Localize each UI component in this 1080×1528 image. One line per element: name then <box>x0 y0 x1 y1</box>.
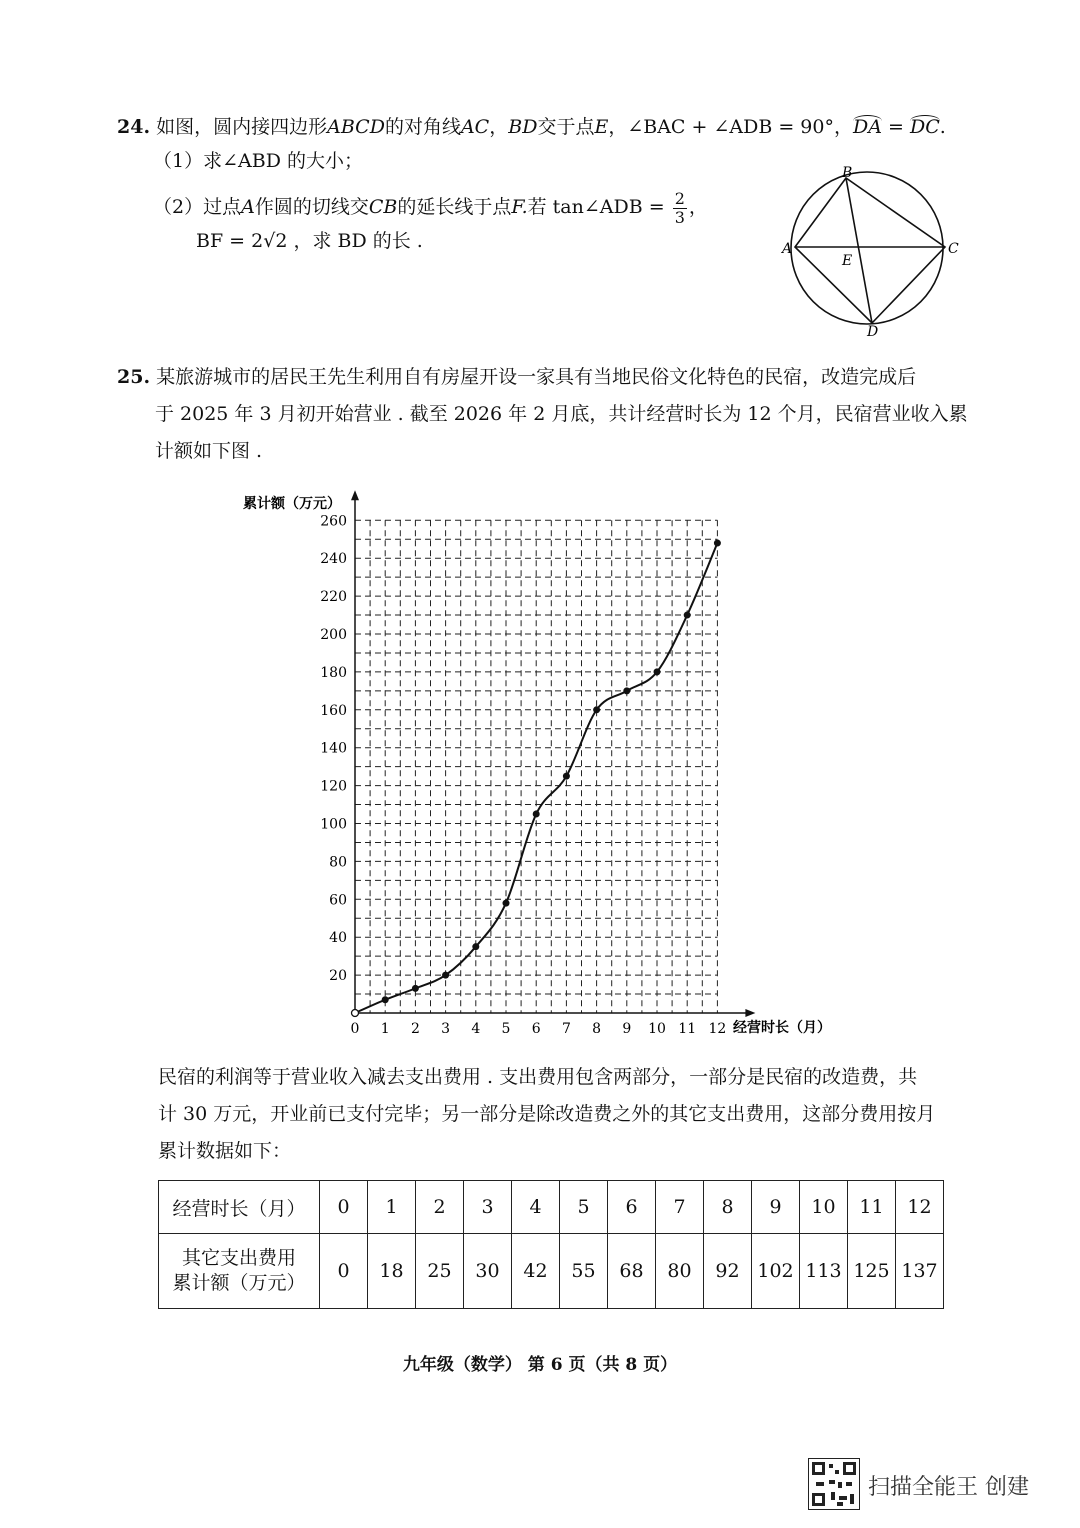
q24-number: 24. <box>117 116 151 138</box>
q24-stem-bd: BD <box>508 116 538 138</box>
table-cell-cost-10: 113 <box>800 1234 848 1309</box>
watermark-text: 扫描全能王 创建 <box>868 1475 1029 1500</box>
table-cell-month-0: 0 <box>320 1181 368 1234</box>
x-tick-label: 3 <box>441 1021 451 1037</box>
q24-stem-abcd: ABCD <box>327 116 385 138</box>
q24-stem-text-2: 的对角线 <box>384 116 461 138</box>
cost-table <box>158 1180 944 1309</box>
y-tick-label: 260 <box>320 513 347 530</box>
q24-arc-dc: DC <box>909 116 940 138</box>
q24-part2-cb: CB <box>368 196 398 219</box>
q24-fraction <box>673 190 687 226</box>
q24-arc-equals: = <box>888 116 904 138</box>
table-cell-cost-8: 92 <box>704 1234 752 1309</box>
table-header-costs <box>159 1234 320 1309</box>
x-tick-label: 4 <box>471 1021 481 1037</box>
table-cell-cost-6: 68 <box>608 1234 656 1309</box>
x-tick-label: 10 <box>648 1021 666 1037</box>
table-header-costs-line1: 其它支出费用 <box>181 1247 296 1270</box>
data-point <box>412 985 419 992</box>
data-point <box>382 996 389 1003</box>
data-point <box>563 773 570 780</box>
label-d: D <box>867 324 879 340</box>
x-axis-arrow <box>745 1009 755 1017</box>
x-tick-label: 1 <box>380 1021 390 1037</box>
table-cell-month-12: 12 <box>896 1181 944 1234</box>
table-header-costs-line2: 累计额（万元） <box>172 1272 306 1294</box>
circle <box>791 172 943 324</box>
qr-code-graphic <box>808 1458 860 1510</box>
data-point <box>472 943 479 950</box>
table-cell-cost-4: 42 <box>512 1234 560 1309</box>
q24-part2-comma: ， <box>688 196 708 219</box>
data-point <box>623 687 630 694</box>
y-tick-label: 40 <box>329 930 347 947</box>
y-tick-label: 200 <box>320 627 347 643</box>
q24-arc-da: DA <box>852 116 882 138</box>
q25-line1-text: 某旅游城市的居民王先生利用自有房屋开设一家具有当地民俗文化特色的民宿，改造完成后 <box>156 366 917 388</box>
y-axis-arrow <box>351 490 359 500</box>
q24-part2-text-b: 作圆的切线交 <box>254 196 369 219</box>
data-point <box>593 706 600 713</box>
q24-part2-text-c: 的延长线于点 <box>397 196 512 219</box>
table-row-months <box>159 1181 944 1234</box>
y-tick-label: 20 <box>329 968 347 985</box>
label-c: C <box>948 241 959 257</box>
x-tick-label: 0 <box>350 1021 360 1037</box>
table-row-costs <box>159 1234 944 1309</box>
q24-part1: （1）求∠ABD 的大小； <box>153 150 363 172</box>
label-e: E <box>842 253 853 269</box>
y-tick-label: 120 <box>320 778 347 795</box>
q25-after3: 累计数据如下： <box>158 1140 292 1162</box>
q24-part2-text-a: （2）过点 <box>153 196 242 219</box>
y-axis-label: 累计额（万元） <box>243 496 341 512</box>
q24-circle-figure <box>780 165 970 345</box>
q24-stem-period: . <box>939 116 946 138</box>
table-header-months: 经营时长（月） <box>159 1181 320 1234</box>
x-tick-label: 11 <box>678 1021 697 1037</box>
y-tick-label: 180 <box>320 664 347 681</box>
table-cell-month-9: 9 <box>752 1181 800 1234</box>
x-tick-label: 2 <box>410 1021 420 1037</box>
qr-code-icon <box>808 1458 860 1514</box>
data-point-origin <box>352 1010 359 1017</box>
table-cell-month-5: 5 <box>560 1181 608 1234</box>
page-footer: 九年级（数学） 第 6 页（共 8 页） <box>402 1355 678 1375</box>
table-cell-cost-9: 102 <box>752 1234 800 1309</box>
q24-stem-condition: ，∠BAC + ∠ADB = 90°， <box>608 116 853 138</box>
q24-stem-text-3: 交于点 <box>537 116 595 138</box>
table-cell-month-6: 6 <box>608 1181 656 1234</box>
data-point <box>533 811 540 818</box>
table-cell-month-4: 4 <box>512 1181 560 1234</box>
y-tick-label: 240 <box>320 551 347 568</box>
q24-stem-comma: ， <box>489 116 509 138</box>
table-cell-month-8: 8 <box>704 1181 752 1234</box>
data-point <box>654 668 661 675</box>
data-point <box>714 540 721 547</box>
q24-part2-line2: BF = 2√2 ，求 BD 的长 . <box>196 230 423 252</box>
y-tick-label: 80 <box>329 854 347 871</box>
q24-part2-tan: 若 tan∠ADB = <box>527 196 665 219</box>
y-tick-label: 160 <box>320 702 347 719</box>
data-point <box>684 612 691 619</box>
chart-grid <box>355 520 717 1013</box>
q24-stem-text-1: 如图，圆内接四边形 <box>156 116 328 138</box>
q24-part2-line1 <box>153 190 708 226</box>
x-tick-label: 8 <box>592 1021 602 1037</box>
table-cell-month-3: 3 <box>464 1181 512 1234</box>
q25-number: 25. <box>117 366 151 388</box>
table-cell-cost-0: 0 <box>320 1234 368 1309</box>
x-tick-label: 12 <box>708 1021 727 1037</box>
table-cell-cost-3: 30 <box>464 1234 512 1309</box>
q25-after2: 计 30 万元，开业前已支付完毕；另一部分是除改造费之外的其它支出费用，这部分费用按月 <box>158 1103 936 1125</box>
q24-part2-f: F. <box>511 196 528 219</box>
table-cell-month-2: 2 <box>416 1181 464 1234</box>
table-cell-cost-11: 125 <box>848 1234 896 1309</box>
data-point <box>442 972 449 979</box>
q25-line2: 于 2025 年 3 月初开始营业 . 截至 2026 年 2 月底，共计经营时长为 12 个月，民宿营业收入累 <box>155 403 968 425</box>
y-tick-label: 220 <box>320 589 347 606</box>
q24-stem-ac: AC <box>460 116 490 138</box>
q25-line1 <box>117 366 916 389</box>
q25-after1: 民宿的利润等于营业收入减去支出费用 . 支出费用包含两部分，一部分是民宿的改造费，共 <box>158 1066 918 1088</box>
table-cell-cost-12: 137 <box>896 1234 944 1309</box>
label-a: A <box>782 241 793 257</box>
q24-fraction-den: 3 <box>674 207 685 227</box>
table-cell-cost-1: 18 <box>368 1234 416 1309</box>
table-cell-month-7: 7 <box>656 1181 704 1234</box>
chart-axes <box>351 490 755 1017</box>
x-tick-label: 6 <box>531 1021 541 1037</box>
q25-line3: 计额如下图 . <box>155 440 263 462</box>
chart-ticks <box>320 513 726 1037</box>
x-tick-label: 5 <box>501 1021 511 1037</box>
x-axis-label: 经营时长（月） <box>733 1020 831 1036</box>
q24-stem <box>117 116 946 139</box>
y-tick-label: 100 <box>320 816 347 833</box>
q24-stem-e: E <box>594 116 609 138</box>
y-tick-label: 140 <box>320 740 347 757</box>
q24-fraction-num: 2 <box>674 189 685 208</box>
q24-part2-point-a: A <box>241 196 255 219</box>
table-cell-month-11: 11 <box>848 1181 896 1234</box>
x-tick-label: 7 <box>561 1021 571 1037</box>
y-tick-label: 60 <box>329 892 347 909</box>
table-cell-month-1: 1 <box>368 1181 416 1234</box>
table-cell-month-10: 10 <box>800 1181 848 1234</box>
table-cell-cost-2: 25 <box>416 1234 464 1309</box>
table-cell-cost-5: 55 <box>560 1234 608 1309</box>
x-tick-label: 9 <box>622 1021 632 1037</box>
quadrilateral-abcd <box>795 178 945 323</box>
data-point <box>503 900 510 907</box>
label-b: B <box>842 165 853 181</box>
table-cell-cost-7: 80 <box>656 1234 704 1309</box>
revenue-chart <box>225 488 845 1043</box>
